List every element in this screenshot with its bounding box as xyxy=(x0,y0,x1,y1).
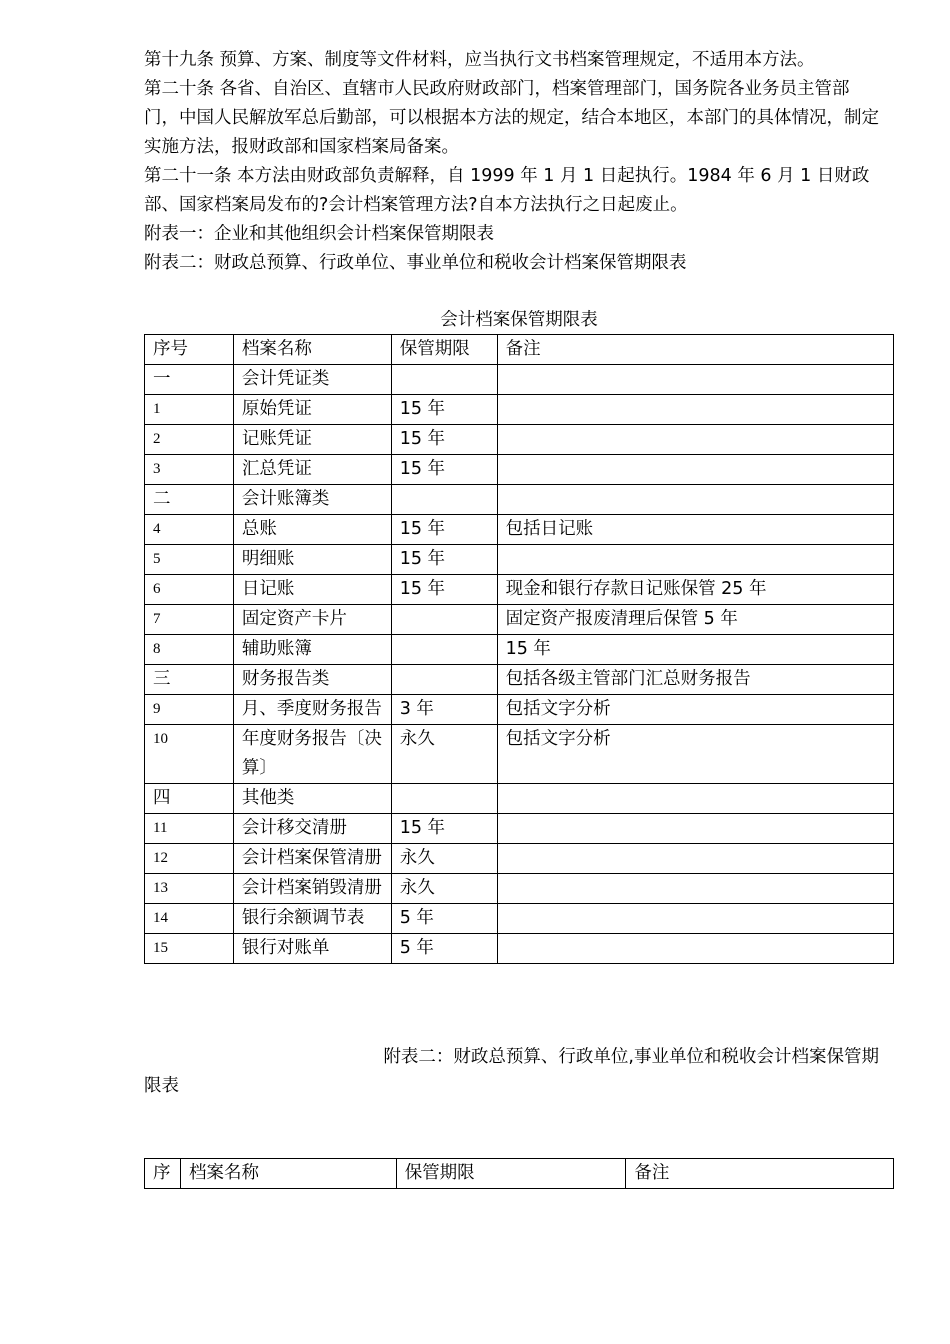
header-remarks: 备注 xyxy=(497,335,893,365)
table-row xyxy=(145,425,894,455)
record-name-cell: 辅助账簿 xyxy=(233,635,391,665)
serial-cell: 二 xyxy=(145,485,234,515)
retention-period-cell: 5 年 xyxy=(391,934,497,964)
retention-period-table xyxy=(144,334,894,964)
retention-period-cell: 5 年 xyxy=(391,904,497,934)
record-name-cell: 月、季度财务报告 xyxy=(233,695,391,725)
remarks-cell xyxy=(497,934,893,964)
record-name-cell: 日记账 xyxy=(233,575,391,605)
retention-period-cell xyxy=(391,365,497,395)
paragraph-article-20: 第二十条 各省、自治区、直辖市人民政府财政部门，档案管理部门，国务院各业务员主管部门，中国人民解放军总后勤部，可以根据本方法的规定，结合本地区，本部门的具体情况，制定实施方法，报财政部和国家档案局备案。 xyxy=(144,79,879,157)
table-row xyxy=(145,874,894,904)
record-name-cell: 固定资产卡片 xyxy=(233,605,391,635)
remarks-cell xyxy=(497,365,893,395)
serial-cell: 1 xyxy=(145,395,234,425)
table-row xyxy=(145,934,894,964)
retention-period-cell: 永久 xyxy=(391,725,497,784)
header-record-name: 档案名称 xyxy=(180,1159,396,1189)
remarks-cell: 现金和银行存款日记账保管 25 年 xyxy=(497,575,893,605)
header-retention-period: 保管期限 xyxy=(391,335,497,365)
table-row xyxy=(145,455,894,485)
remarks-cell: 包括各级主管部门汇总财务报告 xyxy=(497,665,893,695)
appendix-1-reference: 附表一：企业和其他组织会计档案保管期限表 xyxy=(144,224,494,244)
record-name-cell: 记账凭证 xyxy=(233,425,391,455)
table-row xyxy=(145,665,894,695)
serial-cell: 9 xyxy=(145,695,234,725)
serial-cell: 11 xyxy=(145,814,234,844)
serial-cell: 14 xyxy=(145,904,234,934)
remarks-cell xyxy=(497,844,893,874)
remarks-cell xyxy=(497,904,893,934)
retention-period-cell: 15 年 xyxy=(391,575,497,605)
retention-period-cell: 15 年 xyxy=(391,545,497,575)
serial-cell: 6 xyxy=(145,575,234,605)
retention-period-cell xyxy=(391,635,497,665)
paragraph-article-21: 第二十一条 本方法由财政部负责解释，自 1999 年 1 月 1 日起执行。1984 年 6 月 1 日财政部、国家档案局发布的?会计档案管理方法?自本方法执行之日起废止。 xyxy=(144,166,870,215)
record-name-cell: 原始凭证 xyxy=(233,395,391,425)
serial-cell: 3 xyxy=(145,455,234,485)
serial-cell: 10 xyxy=(145,725,234,784)
retention-period-cell: 15 年 xyxy=(391,425,497,455)
serial-cell: 8 xyxy=(145,635,234,665)
remarks-cell xyxy=(497,545,893,575)
serial-cell: 一 xyxy=(145,365,234,395)
serial-cell: 15 xyxy=(145,934,234,964)
retention-period-cell: 永久 xyxy=(391,844,497,874)
retention-table-body xyxy=(145,335,894,964)
retention-period-cell: 15 年 xyxy=(391,455,497,485)
table-row xyxy=(145,365,894,395)
serial-cell: 四 xyxy=(145,784,234,814)
serial-cell: 三 xyxy=(145,665,234,695)
header-serial: 序号 xyxy=(145,335,234,365)
appendix-2-heading-line-1: 附表二：财政总预算、行政单位,事业单位和税收会计档案保管期 xyxy=(383,1047,879,1067)
table-row xyxy=(145,605,894,635)
retention-period-cell xyxy=(391,485,497,515)
record-name-cell: 其他类 xyxy=(233,784,391,814)
remarks-cell xyxy=(497,395,893,425)
table-row xyxy=(145,545,894,575)
record-name-cell: 年度财务报告〔决算〕 xyxy=(233,725,391,784)
record-name-cell: 会计移交清册 xyxy=(233,814,391,844)
paragraph-article-19: 第十九条 预算、方案、制度等文件材料，应当执行文书档案管理规定，不适用本方法。 xyxy=(144,50,815,70)
retention-period-cell xyxy=(391,665,497,695)
appendix-2-table xyxy=(144,1158,894,1189)
remarks-cell xyxy=(497,455,893,485)
retention-period-cell: 15 年 xyxy=(391,814,497,844)
remarks-cell: 包括日记账 xyxy=(497,515,893,545)
remarks-cell xyxy=(497,814,893,844)
body-text xyxy=(144,46,879,278)
remarks-cell: 固定资产报废清理后保管 5 年 xyxy=(497,605,893,635)
remarks-cell: 包括文字分析 xyxy=(497,695,893,725)
table-header-row xyxy=(145,1159,894,1189)
remarks-cell xyxy=(497,874,893,904)
header-serial: 序 xyxy=(145,1159,181,1189)
table-row xyxy=(145,395,894,425)
retention-period-cell: 15 年 xyxy=(391,395,497,425)
table-title: 会计档案保管期限表 xyxy=(440,310,598,330)
table-row xyxy=(145,904,894,934)
record-name-cell: 财务报告类 xyxy=(233,665,391,695)
table-row xyxy=(145,844,894,874)
remarks-cell xyxy=(497,485,893,515)
header-remarks: 备注 xyxy=(626,1159,894,1189)
remarks-cell xyxy=(497,784,893,814)
remarks-cell: 15 年 xyxy=(497,635,893,665)
remarks-cell xyxy=(497,425,893,455)
record-name-cell: 汇总凭证 xyxy=(233,455,391,485)
serial-cell: 12 xyxy=(145,844,234,874)
retention-period-cell: 3 年 xyxy=(391,695,497,725)
table-row xyxy=(145,725,894,784)
serial-cell: 7 xyxy=(145,605,234,635)
serial-cell: 5 xyxy=(145,545,234,575)
table-row xyxy=(145,575,894,605)
table-header-row xyxy=(145,335,894,365)
appendix-2-reference: 附表二：财政总预算、行政单位、事业单位和税收会计档案保管期限表 xyxy=(144,253,687,273)
record-name-cell: 会计凭证类 xyxy=(233,365,391,395)
record-name-cell: 会计账簿类 xyxy=(233,485,391,515)
table-row xyxy=(145,695,894,725)
retention-period-cell xyxy=(391,784,497,814)
serial-cell: 4 xyxy=(145,515,234,545)
retention-period-cell xyxy=(391,605,497,635)
table-row xyxy=(145,814,894,844)
retention-period-cell: 永久 xyxy=(391,874,497,904)
header-record-name: 档案名称 xyxy=(233,335,391,365)
record-name-cell: 会计档案保管清册 xyxy=(233,844,391,874)
table-row xyxy=(145,515,894,545)
appendix-2-heading-line-2: 限表 xyxy=(144,1076,179,1096)
record-name-cell: 总账 xyxy=(233,515,391,545)
retention-period-cell: 15 年 xyxy=(391,515,497,545)
record-name-cell: 银行余额调节表 xyxy=(233,904,391,934)
serial-cell: 13 xyxy=(145,874,234,904)
table-row xyxy=(145,784,894,814)
table-row xyxy=(145,635,894,665)
record-name-cell: 会计档案销毁清册 xyxy=(233,874,391,904)
record-name-cell: 明细账 xyxy=(233,545,391,575)
appendix-2-heading xyxy=(144,1043,879,1101)
header-retention-period: 保管期限 xyxy=(396,1159,626,1189)
serial-cell: 2 xyxy=(145,425,234,455)
record-name-cell: 银行对账单 xyxy=(233,934,391,964)
table-row xyxy=(145,485,894,515)
remarks-cell: 包括文字分析 xyxy=(497,725,893,784)
